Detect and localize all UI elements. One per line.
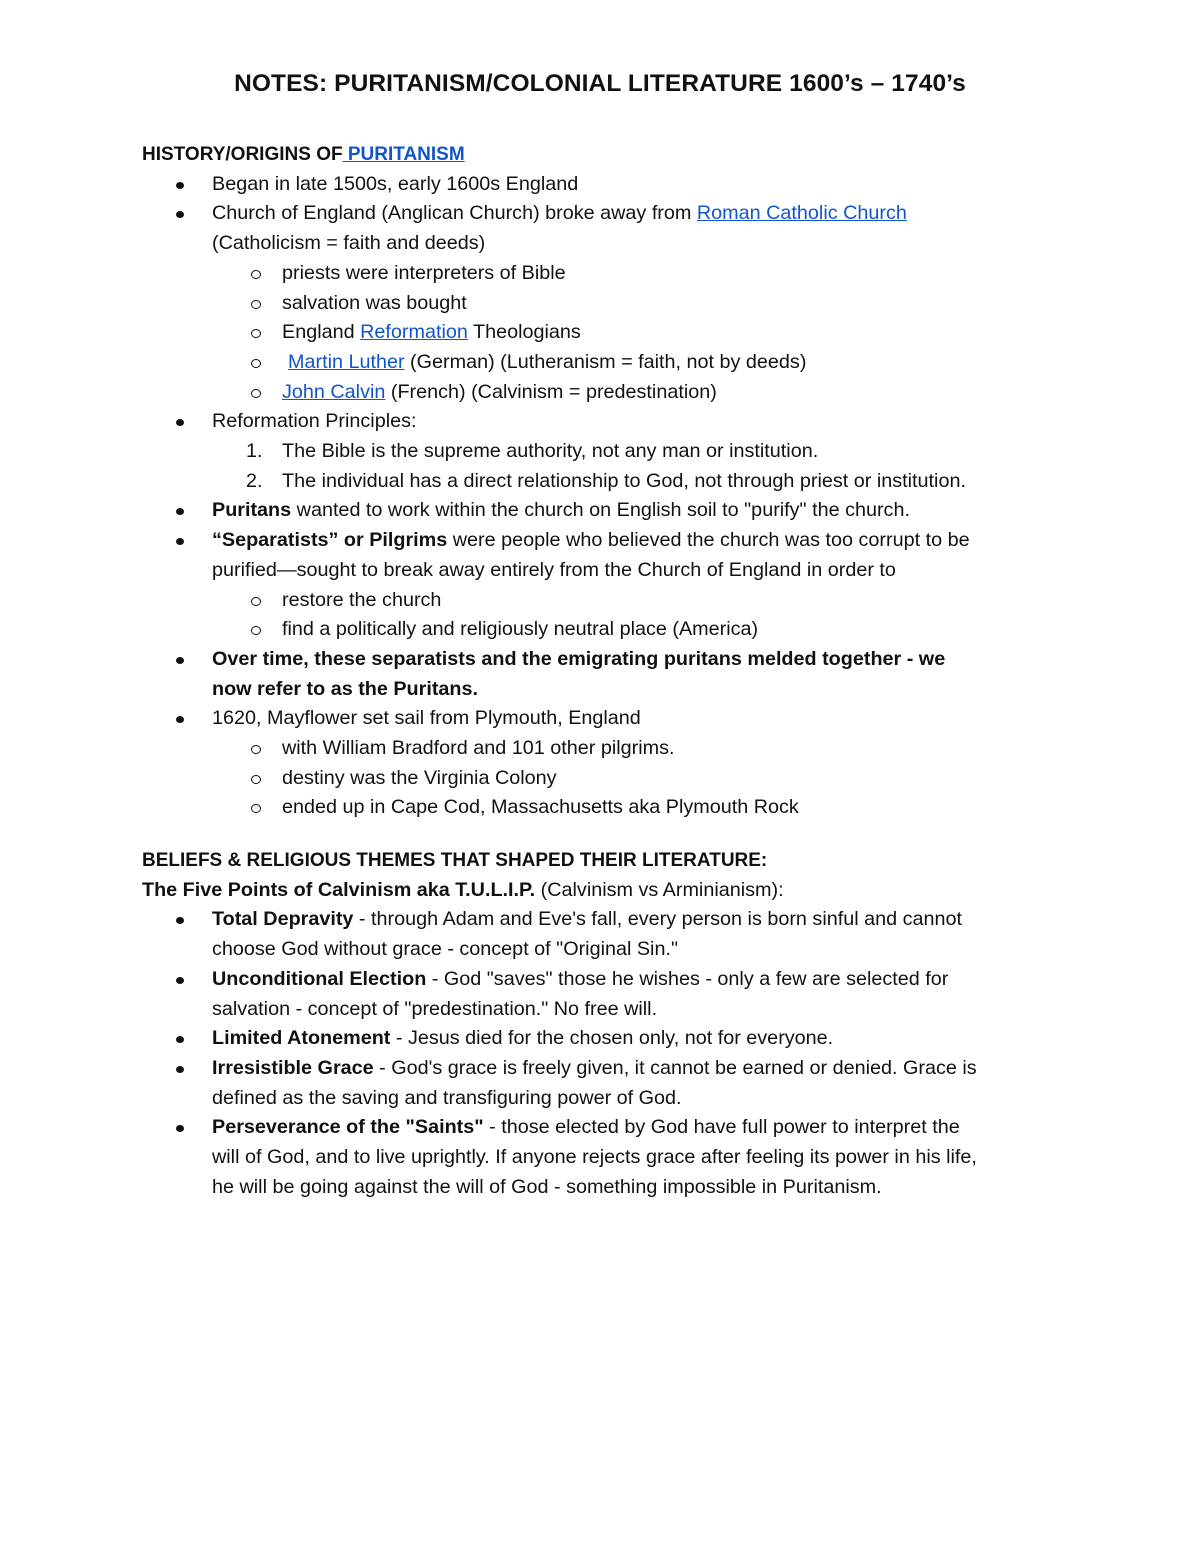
item-text: The Bible is the supreme authority, not any man or institution. [282, 440, 819, 463]
bullet-icon [176, 1036, 184, 1043]
item-text: will of God, and to live uprightly. If anyone rejects grace after feeling its power in his life, [212, 1146, 977, 1169]
list-item [142, 793, 1142, 823]
item-text: salvation was bought [282, 291, 467, 314]
item-text: wanted to work within the church on English soil to "purify" the church. [291, 499, 910, 522]
item-bold-text: Irresistible Grace [212, 1056, 374, 1079]
item-text: Began in late 1500s, early 1600s England [212, 172, 579, 195]
reformation-link[interactable]: Reformation [360, 321, 468, 344]
list-item [142, 348, 1142, 378]
bullet-icon [176, 977, 184, 984]
bullet-icon [176, 657, 184, 664]
list-item [142, 259, 1142, 289]
item-text: find a politically and religiously neutral place (America) [282, 618, 759, 641]
list-item [142, 645, 1142, 704]
item-text: restore the church [282, 588, 442, 611]
item-text: destiny was the Virginia Colony [282, 766, 557, 789]
circle-bullet-icon [251, 626, 261, 635]
circle-bullet-icon [251, 329, 261, 338]
list-item [142, 496, 1142, 526]
list-number: 1. [246, 440, 263, 463]
list-item [142, 704, 1142, 734]
circle-bullet-icon [251, 389, 261, 398]
subheading-bold-text: The Five Points of Calvinism aka T.U.L.I.P. [142, 878, 536, 901]
list-item [142, 289, 1142, 319]
list-item [142, 437, 1142, 467]
circle-bullet-icon [251, 359, 261, 368]
item-bold-text: Over time, these separatists and the emigrating puritans melded together - we [212, 647, 946, 670]
puritanism-link[interactable]: PURITANISM [342, 144, 465, 165]
bullet-icon [176, 917, 184, 924]
martin-luther-link[interactable]: Martin Luther [288, 350, 405, 373]
list-item [142, 378, 1142, 408]
item-text: ended up in Cape Cod, Massachusetts aka Plymouth Rock [282, 796, 799, 819]
item-text: - God "saves" those he wishes - only a few are selected for [426, 967, 949, 990]
item-text: (Catholicism = faith and deeds) [212, 232, 486, 255]
item-text: (German) (Lutheranism = faith, not by deeds) [404, 350, 807, 373]
item-text: - God's grace is freely given, it cannot be earned or denied. Grace is [373, 1056, 977, 1079]
history-list [142, 170, 1142, 823]
circle-bullet-icon [251, 300, 261, 309]
history-section [142, 140, 1142, 823]
list-item [142, 1024, 1142, 1054]
bullet-icon [176, 211, 184, 218]
circle-bullet-icon [251, 597, 261, 606]
list-item [142, 586, 1142, 616]
item-text: Reformation Principles: [212, 410, 417, 433]
item-bold-text: Puritans [212, 499, 292, 522]
circle-bullet-icon [251, 745, 261, 754]
item-bold-text: Unconditional Election [212, 967, 427, 990]
circle-bullet-icon [251, 804, 261, 813]
tulip-subheading [142, 876, 1142, 906]
item-text: Theologians [467, 321, 581, 344]
bullet-icon [176, 508, 184, 515]
item-text: defined as the saving and transfiguring power of God. [212, 1086, 682, 1109]
item-text: - those elected by God have full power to interpret the [483, 1116, 960, 1139]
item-text: salvation - concept of "predestination." No free will. [212, 997, 658, 1020]
item-text: 1620, Mayflower set sail from Plymouth, England [212, 707, 641, 730]
circle-bullet-icon [251, 270, 261, 279]
list-item [142, 526, 1142, 585]
circle-bullet-icon [251, 775, 261, 784]
list-item [142, 1113, 1142, 1202]
item-bold-text: Total Depravity [212, 908, 354, 931]
beliefs-section [142, 846, 1142, 1202]
list-item [142, 1054, 1142, 1113]
item-text: England [282, 321, 361, 344]
item-text: - through Adam and Eve's fall, every person is born sinful and cannot [353, 908, 962, 931]
list-number: 2. [246, 469, 263, 492]
list-item [142, 615, 1142, 645]
item-bold-text: now refer to as the Puritans. [212, 677, 479, 700]
item-text: with William Bradford and 101 other pilgrims. [282, 737, 675, 760]
bullet-icon [176, 538, 184, 545]
list-item [142, 318, 1142, 348]
tulip-list [142, 905, 1142, 1202]
bullet-icon [176, 716, 184, 723]
list-item [142, 407, 1142, 437]
item-text: - Jesus died for the chosen only, not for everyone. [390, 1027, 834, 1050]
item-bold-text: Perseverance of the "Saints" [212, 1116, 484, 1139]
item-text: (French) (Calvinism = predestination) [385, 380, 717, 403]
john-calvin-link[interactable]: John Calvin [282, 380, 386, 403]
list-item [142, 965, 1142, 1024]
list-item [142, 467, 1142, 497]
page-title: NOTES: PURITANISM/COLONIAL LITERATURE 1600’s – 1740’s [234, 70, 966, 97]
item-text: The individual has a direct relationship to God, not through priest or institution. [282, 469, 966, 492]
item-bold-text: Limited Atonement [212, 1027, 391, 1050]
item-bold-text: “Separatists” or Pilgrims [212, 529, 448, 552]
bullet-icon [176, 1125, 184, 1132]
item-text: were people who believed the church was too corrupt to be [447, 529, 970, 552]
item-text: priests were interpreters of Bible [282, 261, 566, 284]
history-heading-text: HISTORY/ORIGINS OF [142, 144, 343, 165]
beliefs-heading: BELIEFS & RELIGIOUS THEMES THAT SHAPED THEIR LITERATURE: [142, 850, 768, 871]
list-item [142, 199, 1142, 258]
bullet-icon [176, 419, 184, 426]
item-text: he will be going against the will of God - something impossible in Puritanism. [212, 1175, 882, 1198]
list-item [142, 734, 1142, 764]
bullet-icon [176, 1066, 184, 1073]
bullet-icon [176, 182, 184, 189]
item-text: choose God without grace - concept of "Original Sin." [212, 938, 678, 961]
item-text: purified—sought to break away entirely from the Church of England in order to [212, 558, 896, 581]
item-text: Church of England (Anglican Church) broke away from [212, 202, 697, 225]
subheading-text: (Calvinism vs Arminianism): [535, 878, 784, 901]
list-item [142, 170, 1142, 200]
roman-catholic-church-link[interactable]: Roman Catholic Church [696, 202, 907, 225]
list-item [142, 764, 1142, 794]
list-item [142, 905, 1142, 964]
history-heading [142, 140, 1142, 170]
